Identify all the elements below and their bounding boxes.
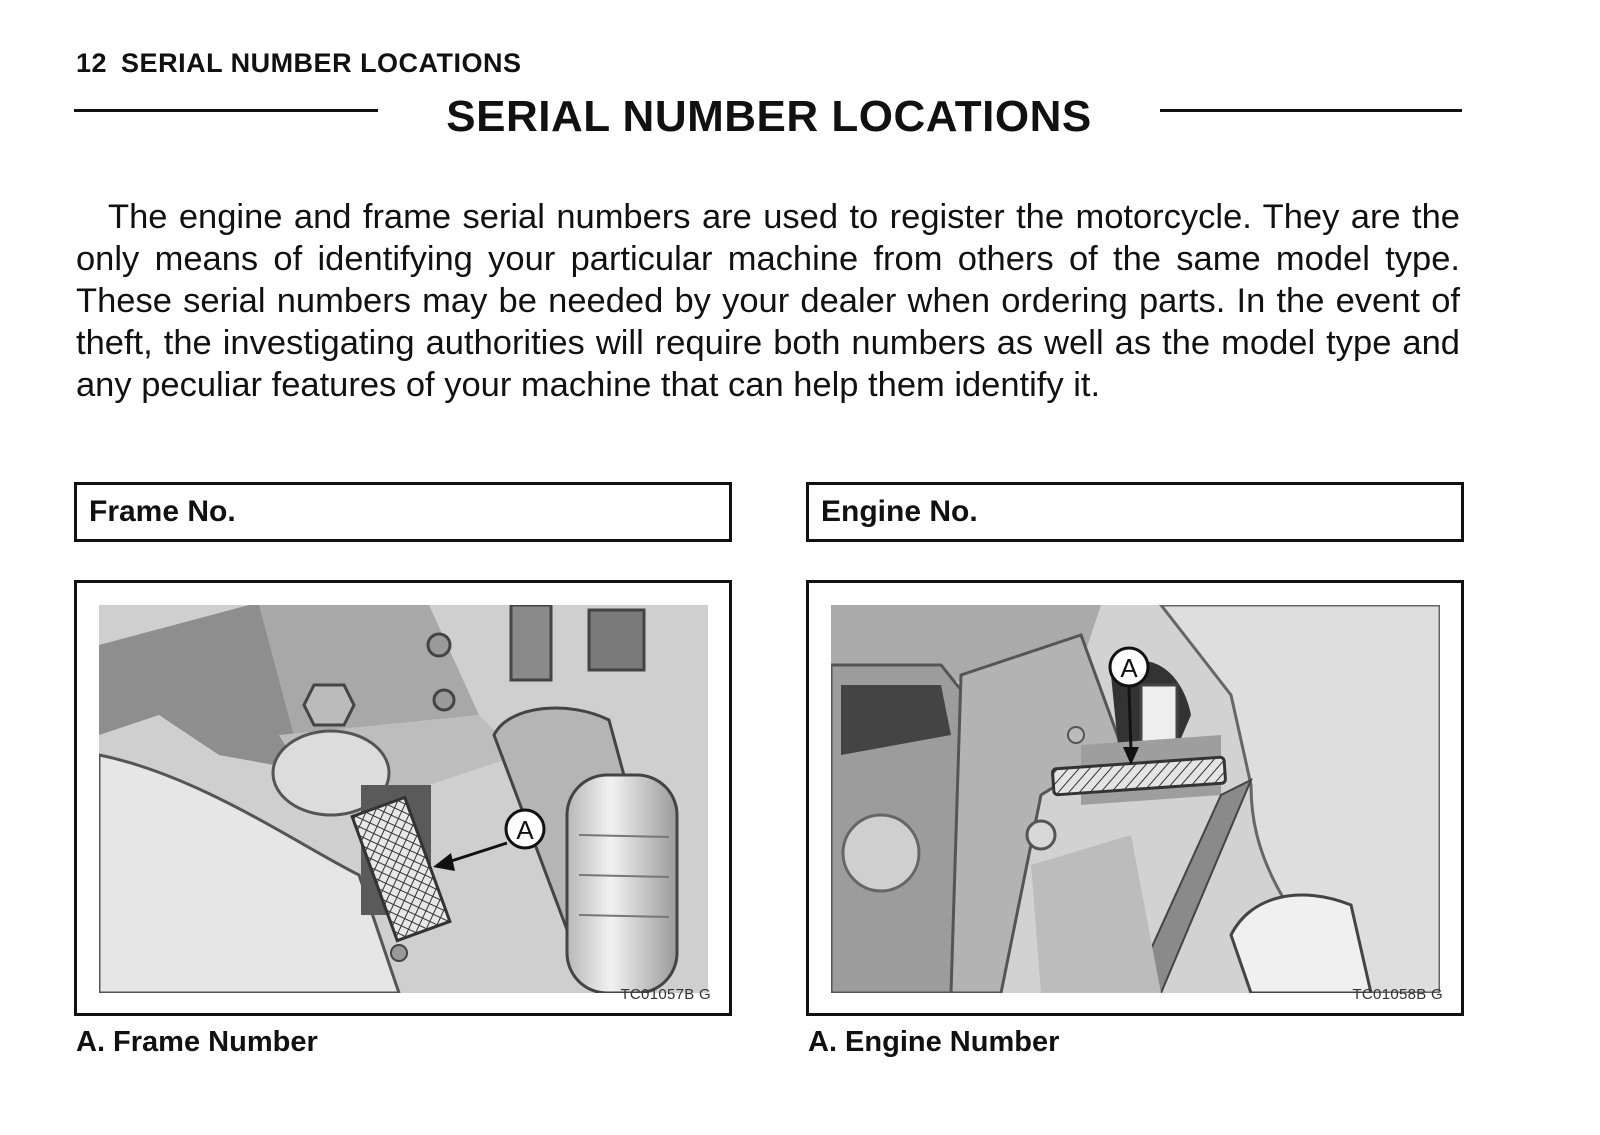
page-number: 12 xyxy=(76,48,108,78)
frame-number-figure xyxy=(74,580,732,1016)
page-title: SERIAL NUMBER LOCATIONS xyxy=(446,92,1092,141)
engine-number-field[interactable] xyxy=(806,482,1464,542)
engine-number-illustration xyxy=(831,605,1440,993)
running-head-title: SERIAL NUMBER LOCATIONS xyxy=(121,48,522,78)
title-rule-right xyxy=(1160,109,1462,112)
engine-callout-label: A xyxy=(1120,653,1138,683)
frame-figure-caption: A. Frame Number xyxy=(76,1026,318,1058)
intro-paragraph: The engine and frame serial numbers are used to register the motorcycle. They are the only means of identifying your particular machine from others of the same model type. These serial numbers may be needed by your dealer when ordering parts. In the event of theft, the investigating authorities will require both numbers as well as the model type and any peculiar features of your machine that can help them identify it. xyxy=(76,198,1460,404)
frame-number-field[interactable] xyxy=(74,482,732,542)
engine-figure-caption: A. Engine Number xyxy=(808,1026,1060,1058)
frame-number-label: Frame No. xyxy=(89,495,236,528)
frame-callout-label: A xyxy=(516,815,534,845)
title-row xyxy=(74,92,1462,142)
running-head xyxy=(76,48,522,79)
engine-number-figure xyxy=(806,580,1464,1016)
frame-number-illustration xyxy=(99,605,708,993)
title-rule-left xyxy=(74,109,378,112)
engine-number-label: Engine No. xyxy=(821,495,978,528)
engine-figure-code: TC01058B G xyxy=(1352,986,1443,1003)
frame-figure-code: TC01057B G xyxy=(620,986,711,1003)
